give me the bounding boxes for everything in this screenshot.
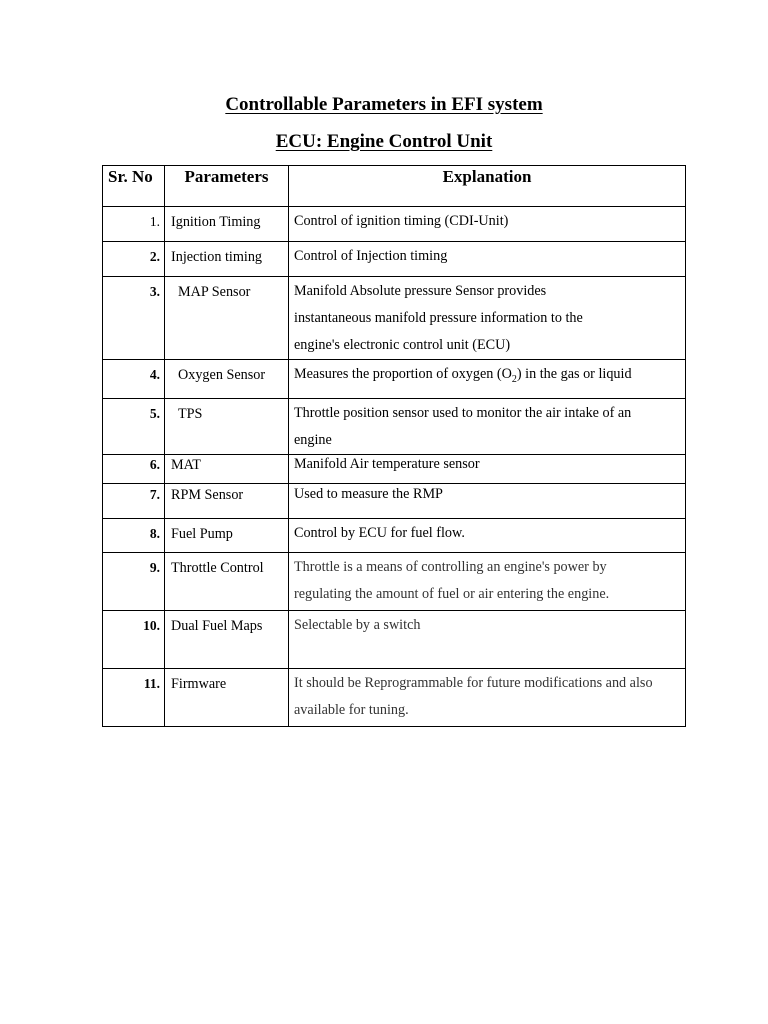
table-row (103, 277, 686, 360)
table-row (103, 360, 686, 399)
header-sr-no: Sr. No (103, 166, 165, 207)
parameters-table (102, 165, 686, 727)
explanation-cell: Manifold Absolute pressure Sensor provides instantaneous manifold pressure information to the engine's electronic control unit (ECU) (289, 277, 686, 360)
parameter-cell: Fuel Pump (165, 519, 289, 553)
sr-no-cell: 5. (103, 399, 165, 455)
explanation-cell: Control of Injection timing (289, 242, 686, 277)
table-row (103, 553, 686, 611)
table-row (103, 242, 686, 277)
parameter-cell: Firmware (165, 669, 289, 727)
parameter-cell: RPM Sensor (165, 484, 289, 519)
sr-no-cell: 9. (103, 553, 165, 611)
table-row (103, 455, 686, 484)
parameter-cell: Injection timing (165, 242, 289, 277)
parameter-cell: Oxygen Sensor (165, 360, 289, 399)
document-title: Controllable Parameters in EFI system (225, 94, 543, 115)
explanation-cell: Throttle is a means of controlling an engine's power by regulating the amount of fuel or air entering the engine. (289, 553, 686, 611)
sr-no-cell: 2. (103, 242, 165, 277)
sr-no-cell: 1. (103, 207, 165, 242)
explanation-cell: Selectable by a switch (289, 611, 686, 669)
table-row (103, 519, 686, 553)
table-row (103, 611, 686, 669)
document-subtitle: ECU: Engine Control Unit (275, 131, 493, 152)
header-parameters: Parameters (165, 166, 289, 207)
table-row (103, 669, 686, 727)
header-explanation: Explanation (289, 166, 686, 207)
explanation-cell: It should be Reprogrammable for future modifications and also available for tuning. (289, 669, 686, 727)
table-row (103, 484, 686, 519)
parameter-cell: Ignition Timing (165, 207, 289, 242)
parameter-cell: TPS (165, 399, 289, 455)
table-header-row (103, 166, 686, 207)
explanation-cell: Throttle position sensor used to monitor the air intake of an engine (289, 399, 686, 455)
sr-no-cell: 4. (103, 360, 165, 399)
table-row (103, 207, 686, 242)
table-row (103, 399, 686, 455)
parameter-cell: Dual Fuel Maps (165, 611, 289, 669)
explanation-cell: Control of ignition timing (CDI-Unit) (289, 207, 686, 242)
parameter-cell: MAP Sensor (165, 277, 289, 360)
explanation-cell: Measures the proportion of oxygen $(O_2)$ in the gas or liquid (289, 360, 686, 399)
sr-no-cell: 10. (103, 611, 165, 669)
sr-no-cell: 3. (103, 277, 165, 360)
sr-no-cell: 11. (103, 669, 165, 727)
sr-no-cell: 7. (103, 484, 165, 519)
parameter-cell: MAT (165, 455, 289, 484)
sr-no-cell: 6. (103, 455, 165, 484)
parameter-cell: Throttle Control (165, 553, 289, 611)
explanation-cell: Used to measure the RMP (289, 484, 686, 519)
explanation-cell: Manifold Air temperature sensor (289, 455, 686, 484)
explanation-cell: Control by ECU for fuel flow. (289, 519, 686, 553)
sr-no-cell: 8. (103, 519, 165, 553)
